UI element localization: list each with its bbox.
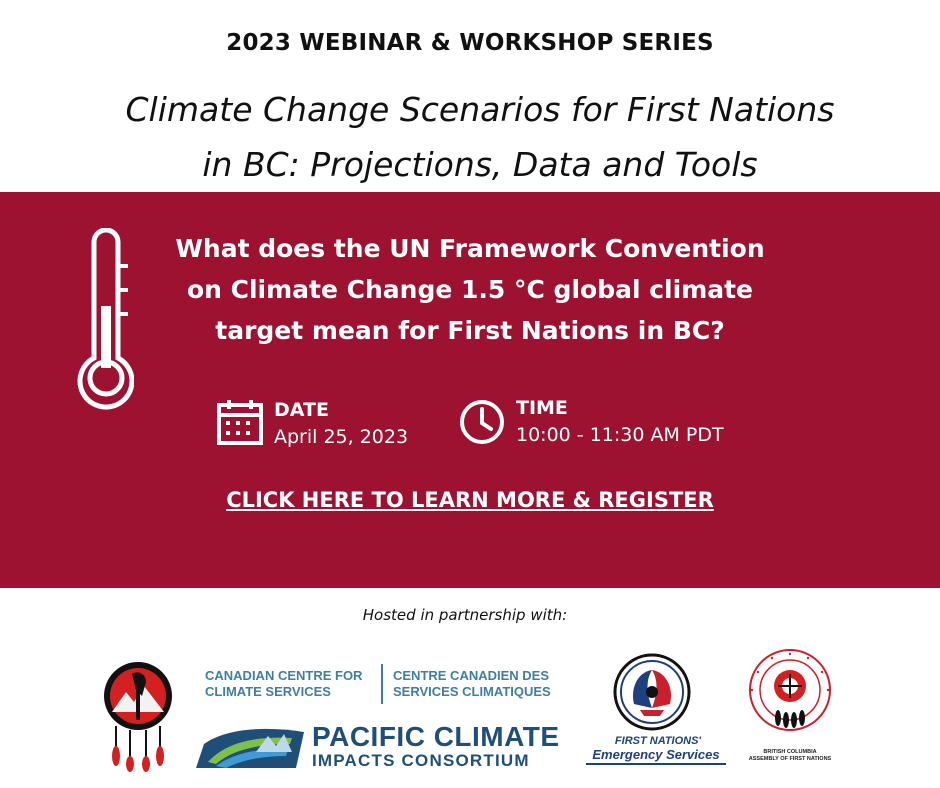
- bcafn-name-line1: BRITISH COLUMBIA: [763, 749, 817, 755]
- cccs-french-name: [393, 668, 573, 700]
- pcic-name-line2: IMPACTS CONSORTIUM: [312, 751, 530, 770]
- cccs-en-line2: CLIMATE SERVICES: [205, 684, 331, 699]
- bcafn-seal-logo: [742, 648, 838, 748]
- question-line3: target mean for First Nations in BC?: [215, 316, 725, 345]
- hosted-text: Hosted in partnership with:: [362, 606, 568, 624]
- webinar-title-line1: Climate Change Scenarios for First Nations: [125, 90, 835, 129]
- cccs-fr-line2: SERVICES CLIMATIQUES: [393, 684, 551, 699]
- pcic-logo-mark: [196, 722, 308, 768]
- question-text: [150, 228, 790, 351]
- date-label: DATE: [274, 399, 329, 421]
- first-nations-circle-logo: [96, 660, 180, 772]
- webinar-title: [60, 82, 900, 192]
- pcic-name-line1: PACIFIC CLIMATE: [312, 721, 560, 752]
- time-value: 10:00 - 11:30 AM PDT: [516, 424, 724, 446]
- cccs-divider: [381, 664, 383, 704]
- fnes-name-line1: FIRST NATIONS': [614, 735, 702, 747]
- clock-icon: [458, 398, 506, 446]
- series-heading: 2023 WEBINAR & WORKSHOP SERIES: [226, 30, 714, 56]
- cccs-en-line1: CANADIAN CENTRE FOR: [205, 668, 363, 683]
- calendar-icon: [216, 398, 264, 446]
- fnes-name-line2: Emergency Services: [586, 747, 726, 765]
- question-line1: What does the UN Framework Convention: [175, 234, 765, 263]
- date-value: April 25, 2023: [274, 426, 409, 448]
- question-line2: on Climate Change 1.5 °C global climate: [186, 275, 754, 304]
- bcafn-name-line2: ASSEMBLY OF FIRST NATIONS: [748, 756, 832, 762]
- webinar-title-line2: in BC: Projections, Data and Tools: [202, 145, 758, 184]
- fnes-logo-mark: [612, 652, 692, 732]
- register-link[interactable]: CLICK HERE TO LEARN MORE & REGISTER: [226, 488, 714, 512]
- time-label: TIME: [516, 397, 568, 419]
- thermometer-icon: [72, 228, 134, 410]
- cccs-logo: [205, 664, 565, 704]
- cccs-english-name: [205, 668, 375, 700]
- cccs-fr-line1: CENTRE CANADIEN DES: [393, 668, 550, 683]
